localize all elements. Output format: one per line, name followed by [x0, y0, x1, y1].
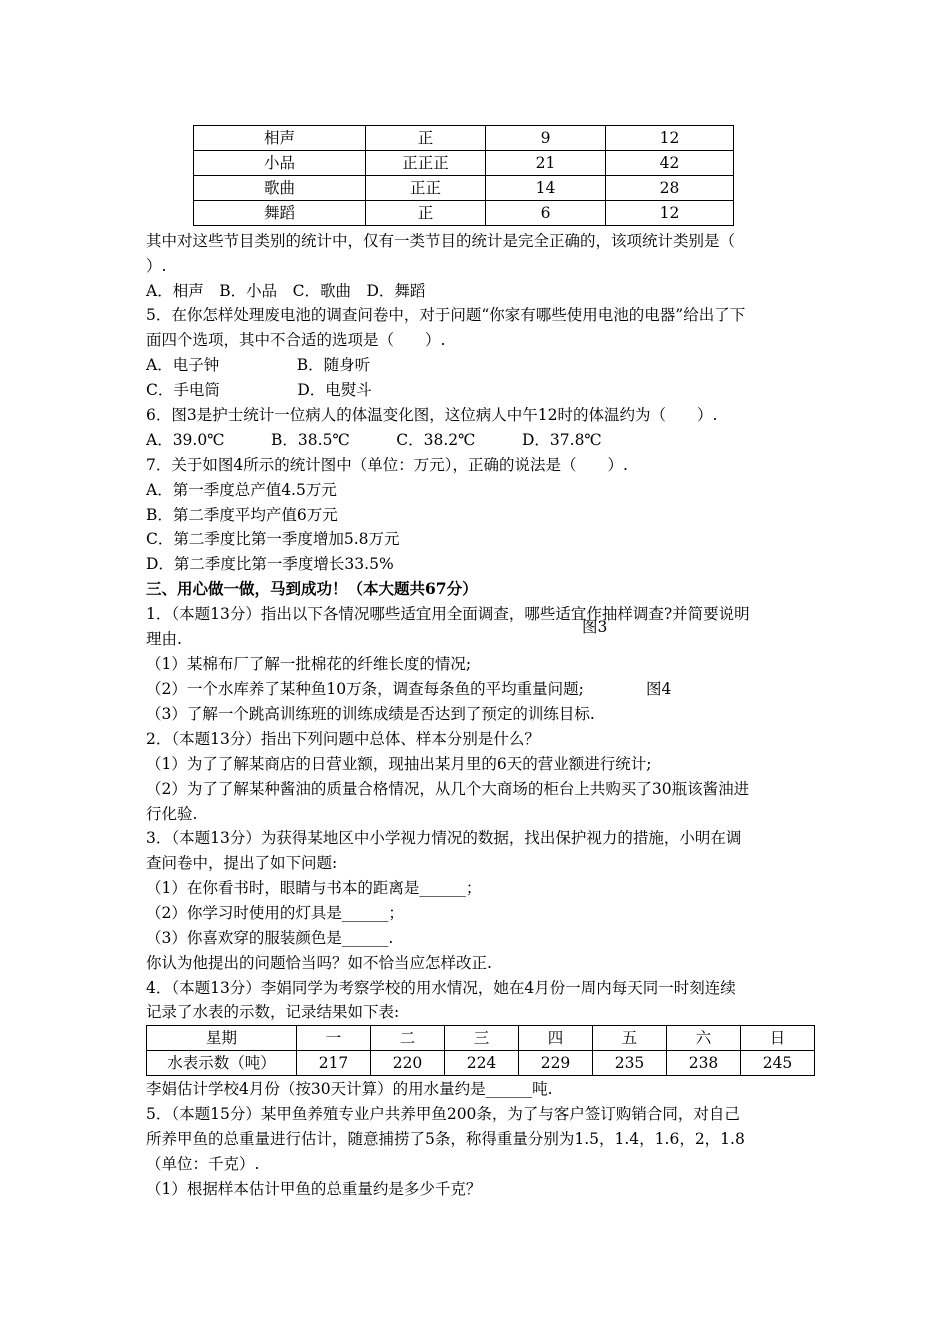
- question-text: 其中对这些节目类别的统计中，仅有一类节目的统计是完全正确的，该项统计类别是（: [146, 232, 736, 250]
- sub-question: （1）在你看书时，眼睛与书本的距离是______；: [146, 879, 482, 897]
- sub-question: （2）为了了解某种酱油的质量合格情况，从几个大商场的柜台上共购买了30瓶该酱油进: [146, 780, 750, 798]
- question-text: 6．图3是护士统计一位病人的体温变化图，这位病人中午12时的体温约为（ ）.: [146, 406, 718, 424]
- question-text: 1．（本题13分）指出以下各情况哪些适宜用全面调查，哪些适宜作抽样调查?并简要说明: [146, 605, 750, 623]
- table-row: [194, 176, 734, 201]
- question-text: 2．（本题13分）指出下列问题中总体、样本分别是什么？: [146, 730, 540, 748]
- figure-3-label: 图3: [582, 618, 608, 636]
- table-cell: 正正: [366, 176, 486, 201]
- question-text: 查问卷中，提出了如下问题:: [146, 854, 338, 872]
- table-header-cell: 六: [667, 1026, 741, 1051]
- table-cell: 220: [371, 1051, 445, 1076]
- table-header-cell: 日: [741, 1026, 815, 1051]
- table-cell: 28: [606, 176, 734, 201]
- table-cell: 歌曲: [194, 176, 366, 201]
- table-cell: 229: [519, 1051, 593, 1076]
- sub-question: （1）根据样本估计甲鱼的总重量约是多少千克？: [146, 1180, 482, 1198]
- answer-option: B．第二季度平均产值6万元: [146, 506, 338, 524]
- table-cell: 正正正: [366, 151, 486, 176]
- question-text: 5．在你怎样处理废电池的调查问卷中，对于问题“你家有哪些使用电池的电器”给出了下: [146, 306, 746, 324]
- table-cell: 6: [486, 201, 606, 226]
- question-text: 李娟估计学校4月份（按30天计算）的用水量约是______吨.: [146, 1080, 553, 1098]
- table-cell: 245: [741, 1051, 815, 1076]
- table-cell: 224: [445, 1051, 519, 1076]
- sub-question: 行化验.: [146, 805, 198, 823]
- answer-options: A．39.0℃ B．38.5℃ C．38.2℃ D．37.8℃: [146, 431, 602, 449]
- table-cell: 相声: [194, 126, 366, 151]
- answer-options: A．相声 B．小品 C．歌曲 D．舞蹈: [146, 282, 426, 300]
- question-text: ）.: [146, 257, 167, 275]
- sub-question: （2）一个水库养了某种鱼10万条，调查每条鱼的平均重量问题;: [146, 680, 584, 698]
- table-cell: 217: [297, 1051, 371, 1076]
- answer-option: C．第二季度比第一季度增加5.8万元: [146, 530, 400, 548]
- table-cell: 235: [593, 1051, 667, 1076]
- question-text: 面四个选项，其中不合适的选项是（ ）.: [146, 331, 446, 349]
- table-cell: 14: [486, 176, 606, 201]
- table-header-cell: 三: [445, 1026, 519, 1051]
- table-cell: 正: [366, 201, 486, 226]
- sub-question: （2）你学习时使用的灯具是______；: [146, 904, 404, 922]
- figure-4-label: 图4: [646, 680, 672, 698]
- answer-option: D．第二季度比第一季度增长33.5%: [146, 555, 394, 573]
- question-text: 理由.: [146, 630, 182, 648]
- water-meter-table: [146, 1025, 815, 1076]
- question-text: 你认为他提出的问题恰当吗？如不恰当应怎样改正.: [146, 954, 492, 972]
- question-text: 所养甲鱼的总重量进行估计，随意捕捞了5条，称得重量分别为1.5，1.4，1.6，2，1.8: [146, 1130, 745, 1148]
- table-header-cell: 二: [371, 1026, 445, 1051]
- question-text: 5．（本题15分）某甲鱼养殖专业户共养甲鱼200条，为了与客户签订购销合同，对自己: [146, 1105, 740, 1123]
- sub-question: （1）某棉布厂了解一批棉花的纤维长度的情况;: [146, 655, 472, 673]
- table-cell: 水表示数（吨）: [147, 1051, 297, 1076]
- table-header-cell: 四: [519, 1026, 593, 1051]
- answer-option: A．第一季度总产值4.5万元: [146, 481, 337, 499]
- section-heading: 三、用心做一做，马到成功！（本大题共67分）: [146, 579, 478, 598]
- table-cell: 小品: [194, 151, 366, 176]
- table-cell: 9: [486, 126, 606, 151]
- sub-question: （3）你喜欢穿的服装颜色是______.: [146, 929, 394, 947]
- table-row: [194, 126, 734, 151]
- question-text: 4．（本题13分）李娟同学为考察学校的用水情况，她在4月份一周内每天同一时刻连续: [146, 979, 736, 997]
- table-cell: 21: [486, 151, 606, 176]
- table-header-cell: 五: [593, 1026, 667, 1051]
- table-cell: 12: [606, 201, 734, 226]
- tally-table: [193, 125, 734, 226]
- table-header-cell: 一: [297, 1026, 371, 1051]
- table-cell: 12: [606, 126, 734, 151]
- table-cell: 238: [667, 1051, 741, 1076]
- sub-question: （1）为了了解某商店的日营业额，现抽出某月里的6天的营业额进行统计;: [146, 755, 652, 773]
- sub-question: （3）了解一个跳高训练班的训练成绩是否达到了预定的训练目标.: [146, 705, 595, 723]
- answer-options: C．手电筒 D．电熨斗: [146, 381, 372, 399]
- table-cell: 舞蹈: [194, 201, 366, 226]
- table-header-row: [147, 1026, 815, 1051]
- answer-options: A．电子钟 B．随身听: [146, 356, 371, 374]
- table-cell: 42: [606, 151, 734, 176]
- table-row: [147, 1051, 815, 1076]
- table-header-cell: 星期: [147, 1026, 297, 1051]
- question-text: （单位：千克）.: [146, 1155, 260, 1173]
- table-cell: 正: [366, 126, 486, 151]
- question-text: 记录了水表的示数，记录结果如下表:: [146, 1003, 400, 1021]
- table-row: [194, 201, 734, 226]
- question-text: 3．（本题13分）为获得某地区中小学视力情况的数据，找出保护视力的措施，小明在调: [146, 829, 742, 847]
- question-text: 7．关于如图4所示的统计图中（单位：万元），正确的说法是（ ）.: [146, 456, 628, 474]
- table-row: [194, 151, 734, 176]
